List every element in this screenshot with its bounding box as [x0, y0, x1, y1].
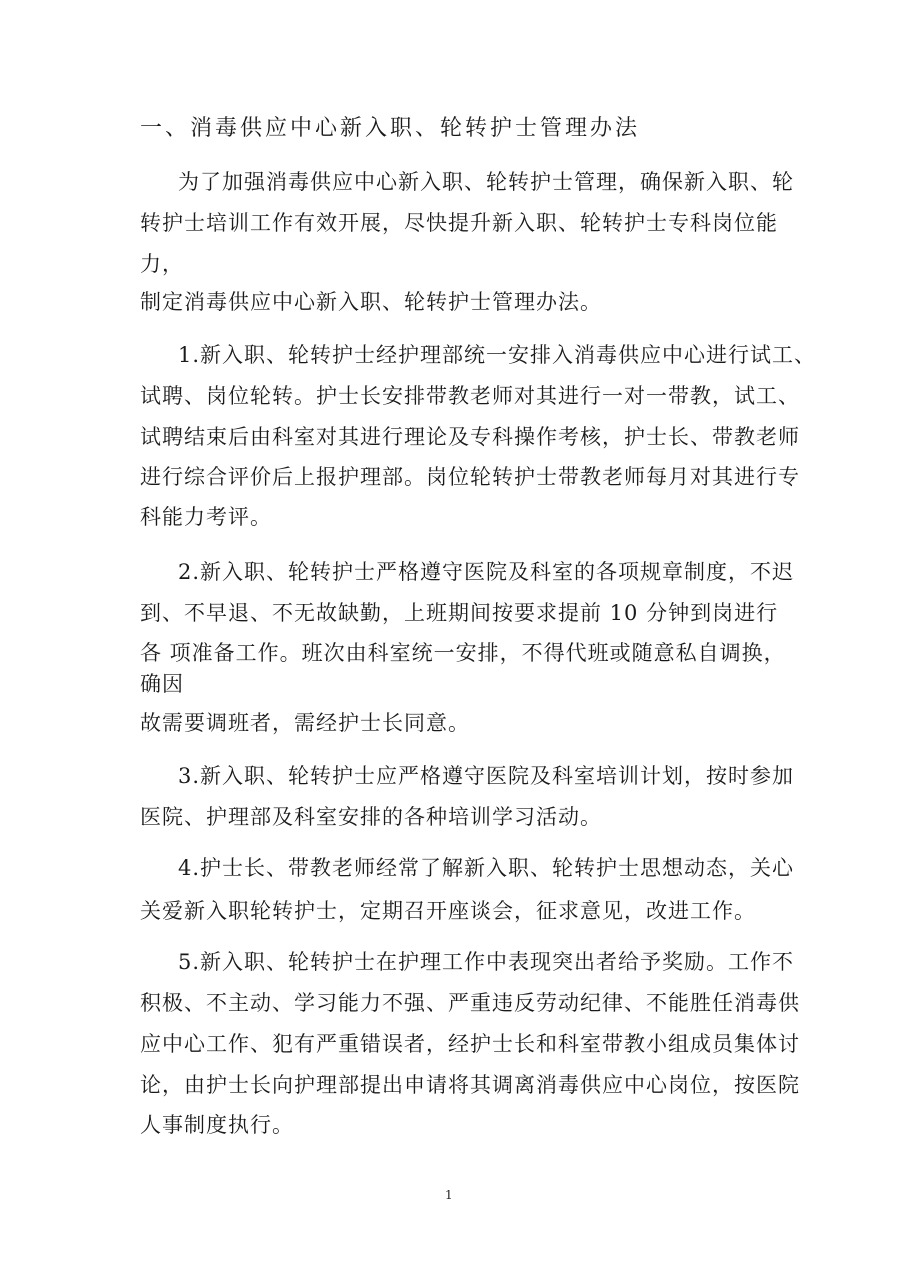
- item4-line: 关爱新入职轮转护士，定期召开座谈会，征求意见，改进工作。: [140, 899, 756, 923]
- item1-line: 科能力考评。: [140, 505, 272, 529]
- item1-line: 试聘、岗位轮转。护士长安排带教老师对其进行一对一带教，试工、: [140, 384, 800, 408]
- item5-line: 5.新入职、轮转护士在护理工作中表现突出者给予奖励。工作不: [178, 950, 795, 974]
- page-number: 1: [445, 1188, 453, 1202]
- item2-line: 到、不早退、不无故缺勤，上班期间按要求提前 10 分钟到岗进行: [140, 601, 779, 625]
- intro-line: 力，: [140, 252, 184, 276]
- item2-line: 2.新入职、轮转护士严格遵守医院及科室的各项规章制度，不迟: [178, 560, 795, 584]
- item5-line: 积极、不主动、学习能力不强、严重违反劳动纪律、不能胜任消毒供: [140, 991, 800, 1015]
- item2-line: 各 项准备工作。班次由科室统一安排，不得代班或随意私自调换，: [140, 641, 786, 665]
- item4-line: 4.护士长、带教老师经常了解新入职、轮转护士思想动态，关心: [178, 856, 795, 880]
- item5-line: 应中心工作、犯有严重错误者，经护士长和科室带教小组成员集体讨: [140, 1032, 800, 1056]
- item2-line: 确因: [140, 672, 184, 696]
- intro-line: 为了加强消毒供应中心新入职、轮转护士管理，确保新入职、轮: [178, 170, 794, 194]
- page-title: 一、消毒供应中心新入职、轮转护士管理办法: [140, 116, 641, 141]
- item5-line: 人事制度执行。: [140, 1113, 294, 1137]
- item3-line: 3.新入职、轮转护士应严格遵守医院及科室培训计划，按时参加: [178, 764, 795, 788]
- intro-line: 制定消毒供应中心新入职、轮转护士管理办法。: [140, 290, 602, 314]
- item1-line: 1.新入职、轮转护士经护理部统一安排入消毒供应中心进行试工、: [178, 343, 817, 367]
- item3-line: 医院、护理部及科室安排的各种培训学习活动。: [140, 805, 602, 829]
- item5-line: 论，由护士长向护理部提出申请将其调离消毒供应中心岗位，按医院: [140, 1073, 800, 1097]
- intro-line: 转护士培训工作有效开展，尽快提升新入职、轮转护士专科岗位能: [140, 211, 778, 235]
- item1-line: 试聘结束后由科室对其进行理论及专科操作考核，护士长、带教老师: [140, 425, 800, 449]
- item2-line: 故需要调班者，需经护士长同意。: [140, 711, 470, 735]
- item1-line: 进行综合评价后上报护理部。岗位轮转护士带教老师每月对其进行专: [140, 465, 800, 489]
